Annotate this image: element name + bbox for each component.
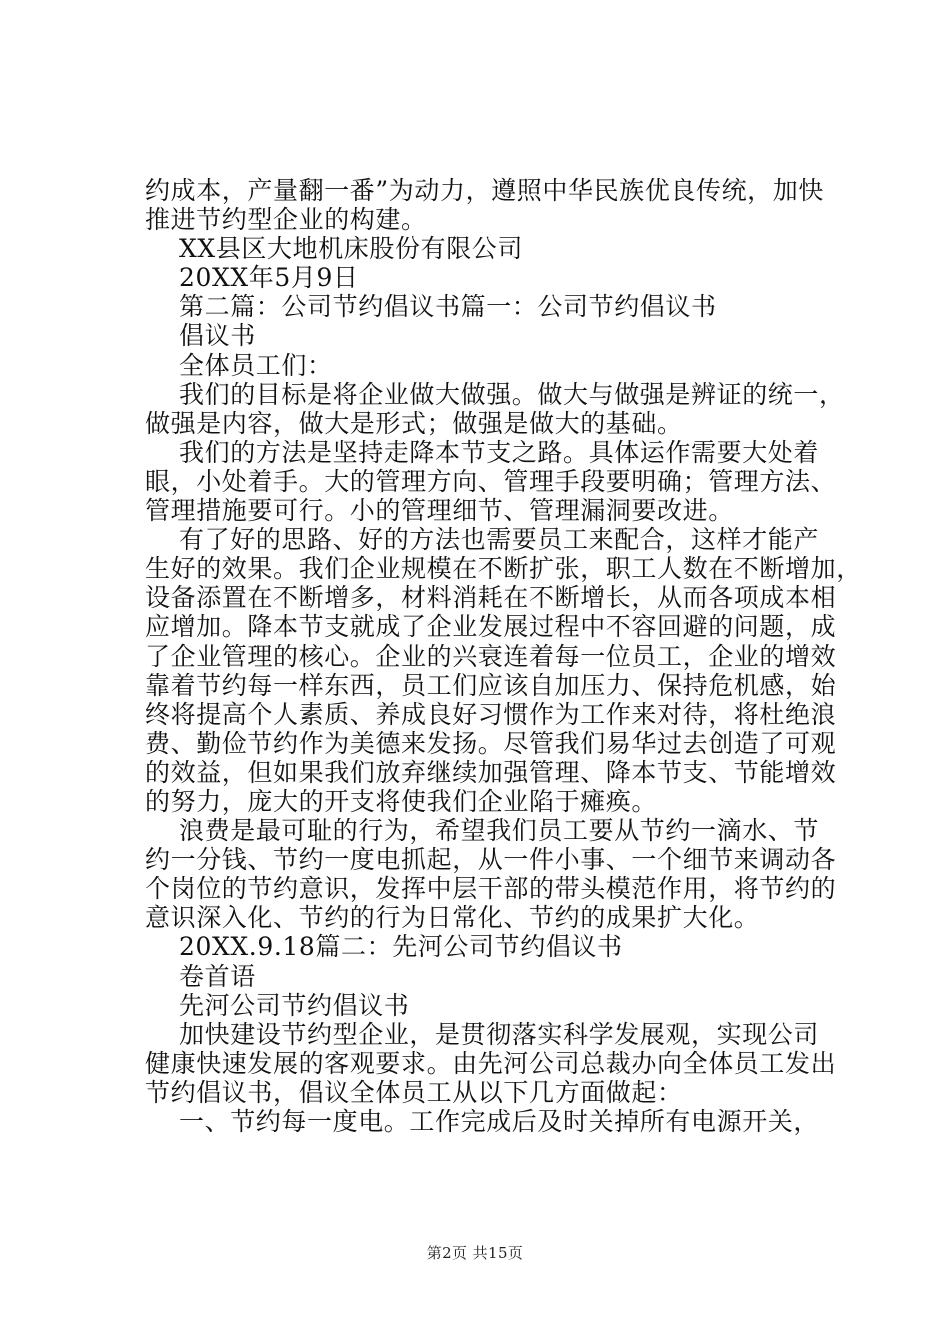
text-line: 全体员工们： [179,350,333,380]
text-line: 约一分钱、节约一度电抓起，从一件小事、一个细节来调动各 [145,845,837,875]
text-line: 20XX年5月9日 [179,263,359,293]
text-line: 的努力，庞大的开支将使我们企业陷于瘫痪。 [145,786,658,816]
text-line: 终将提高个人素质、养成良好习惯作为工作来对待，将杜绝浪 [145,699,837,729]
text-line: 眼，小处着手。大的管理方向、管理手段要明确；管理方法、 [145,466,837,496]
text-line: 有了好的思路、好的方法也需要员工来配合，这样才能产 [179,525,820,555]
page-footer: 第2页 共15页 [426,1244,524,1262]
text-line: 我们的方法是坚持走降本节支之路。具体运作需要大处着 [179,437,820,467]
text-line: 了企业管理的核心。企业的兴衰连着每一位员工，企业的增效 [145,641,837,671]
text-line: 应增加。降本节支就成了企业发展过程中不容回避的问题，成 [145,612,837,642]
text-line: 约成本，产量翻一番”为动力，遵照中华民族优良传统，加快 [145,176,824,205]
text-line: XX县区大地机床股份有限公司 [179,234,523,264]
text-line: 靠着节约每一样东西，员工们应该自加压力、保持危机感，始 [145,670,837,700]
text-line: 管理措施要可行。小的管理细节、管理漏洞要改进。 [145,496,734,526]
text-line: 加快建设节约型企业，是贯彻落实科学发展观，实现公司 [179,1019,820,1049]
text-line: 第二篇：公司节约倡议书篇一：公司节约倡议书 [179,292,717,322]
text-line: 20XX.9.18篇二：先河公司节约倡议书 [179,932,623,962]
text-line: 费、勤俭节约作为美德来发扬。尽管我们易华过去创造了可观 [145,728,837,758]
text-line: 做强是内容，做大是形式；做强是做大的基础。 [145,408,683,438]
text-line: 卷首语 [179,961,256,991]
text-line: 个岗位的节约意识，发挥中层干部的带头模范作用，将节约的 [145,874,837,904]
text-line: 倡议书 [179,321,256,351]
text-line: 我们的目标是将企业做大做强。做大与做强是辨证的统一， [179,379,845,409]
text-line: 浪费是最可耻的行为，希望我们员工要从节约一滴水、节 [179,816,820,846]
text-line: 意识深入化、节约的行为日常化、节约的成果扩大化。 [145,903,760,933]
text-line: 的效益，但如果我们放弃继续加强管理、降本节支、节能增效 [145,757,837,787]
document-body [145,176,862,1136]
text-line: 生好的效果。我们企业规模在不断扩张，职工人数在不断增加， [145,554,862,584]
text-line: 健康快速发展的客观要求。由先河公司总裁办向全体员工发出 [145,1048,837,1078]
text-line: 节约倡议书，倡议全体员工从以下几方面做起： [145,1077,683,1107]
text-line: 设备添置在不断增多，材料消耗在不断增长，从而各项成本相 [145,583,837,613]
text-line: 一、节约每一度电。工作完成后及时关掉所有电源开关， [179,1107,820,1136]
text-line: 推进节约型企业的构建。 [145,205,427,235]
text-line: 先河公司节约倡议书 [179,990,410,1020]
